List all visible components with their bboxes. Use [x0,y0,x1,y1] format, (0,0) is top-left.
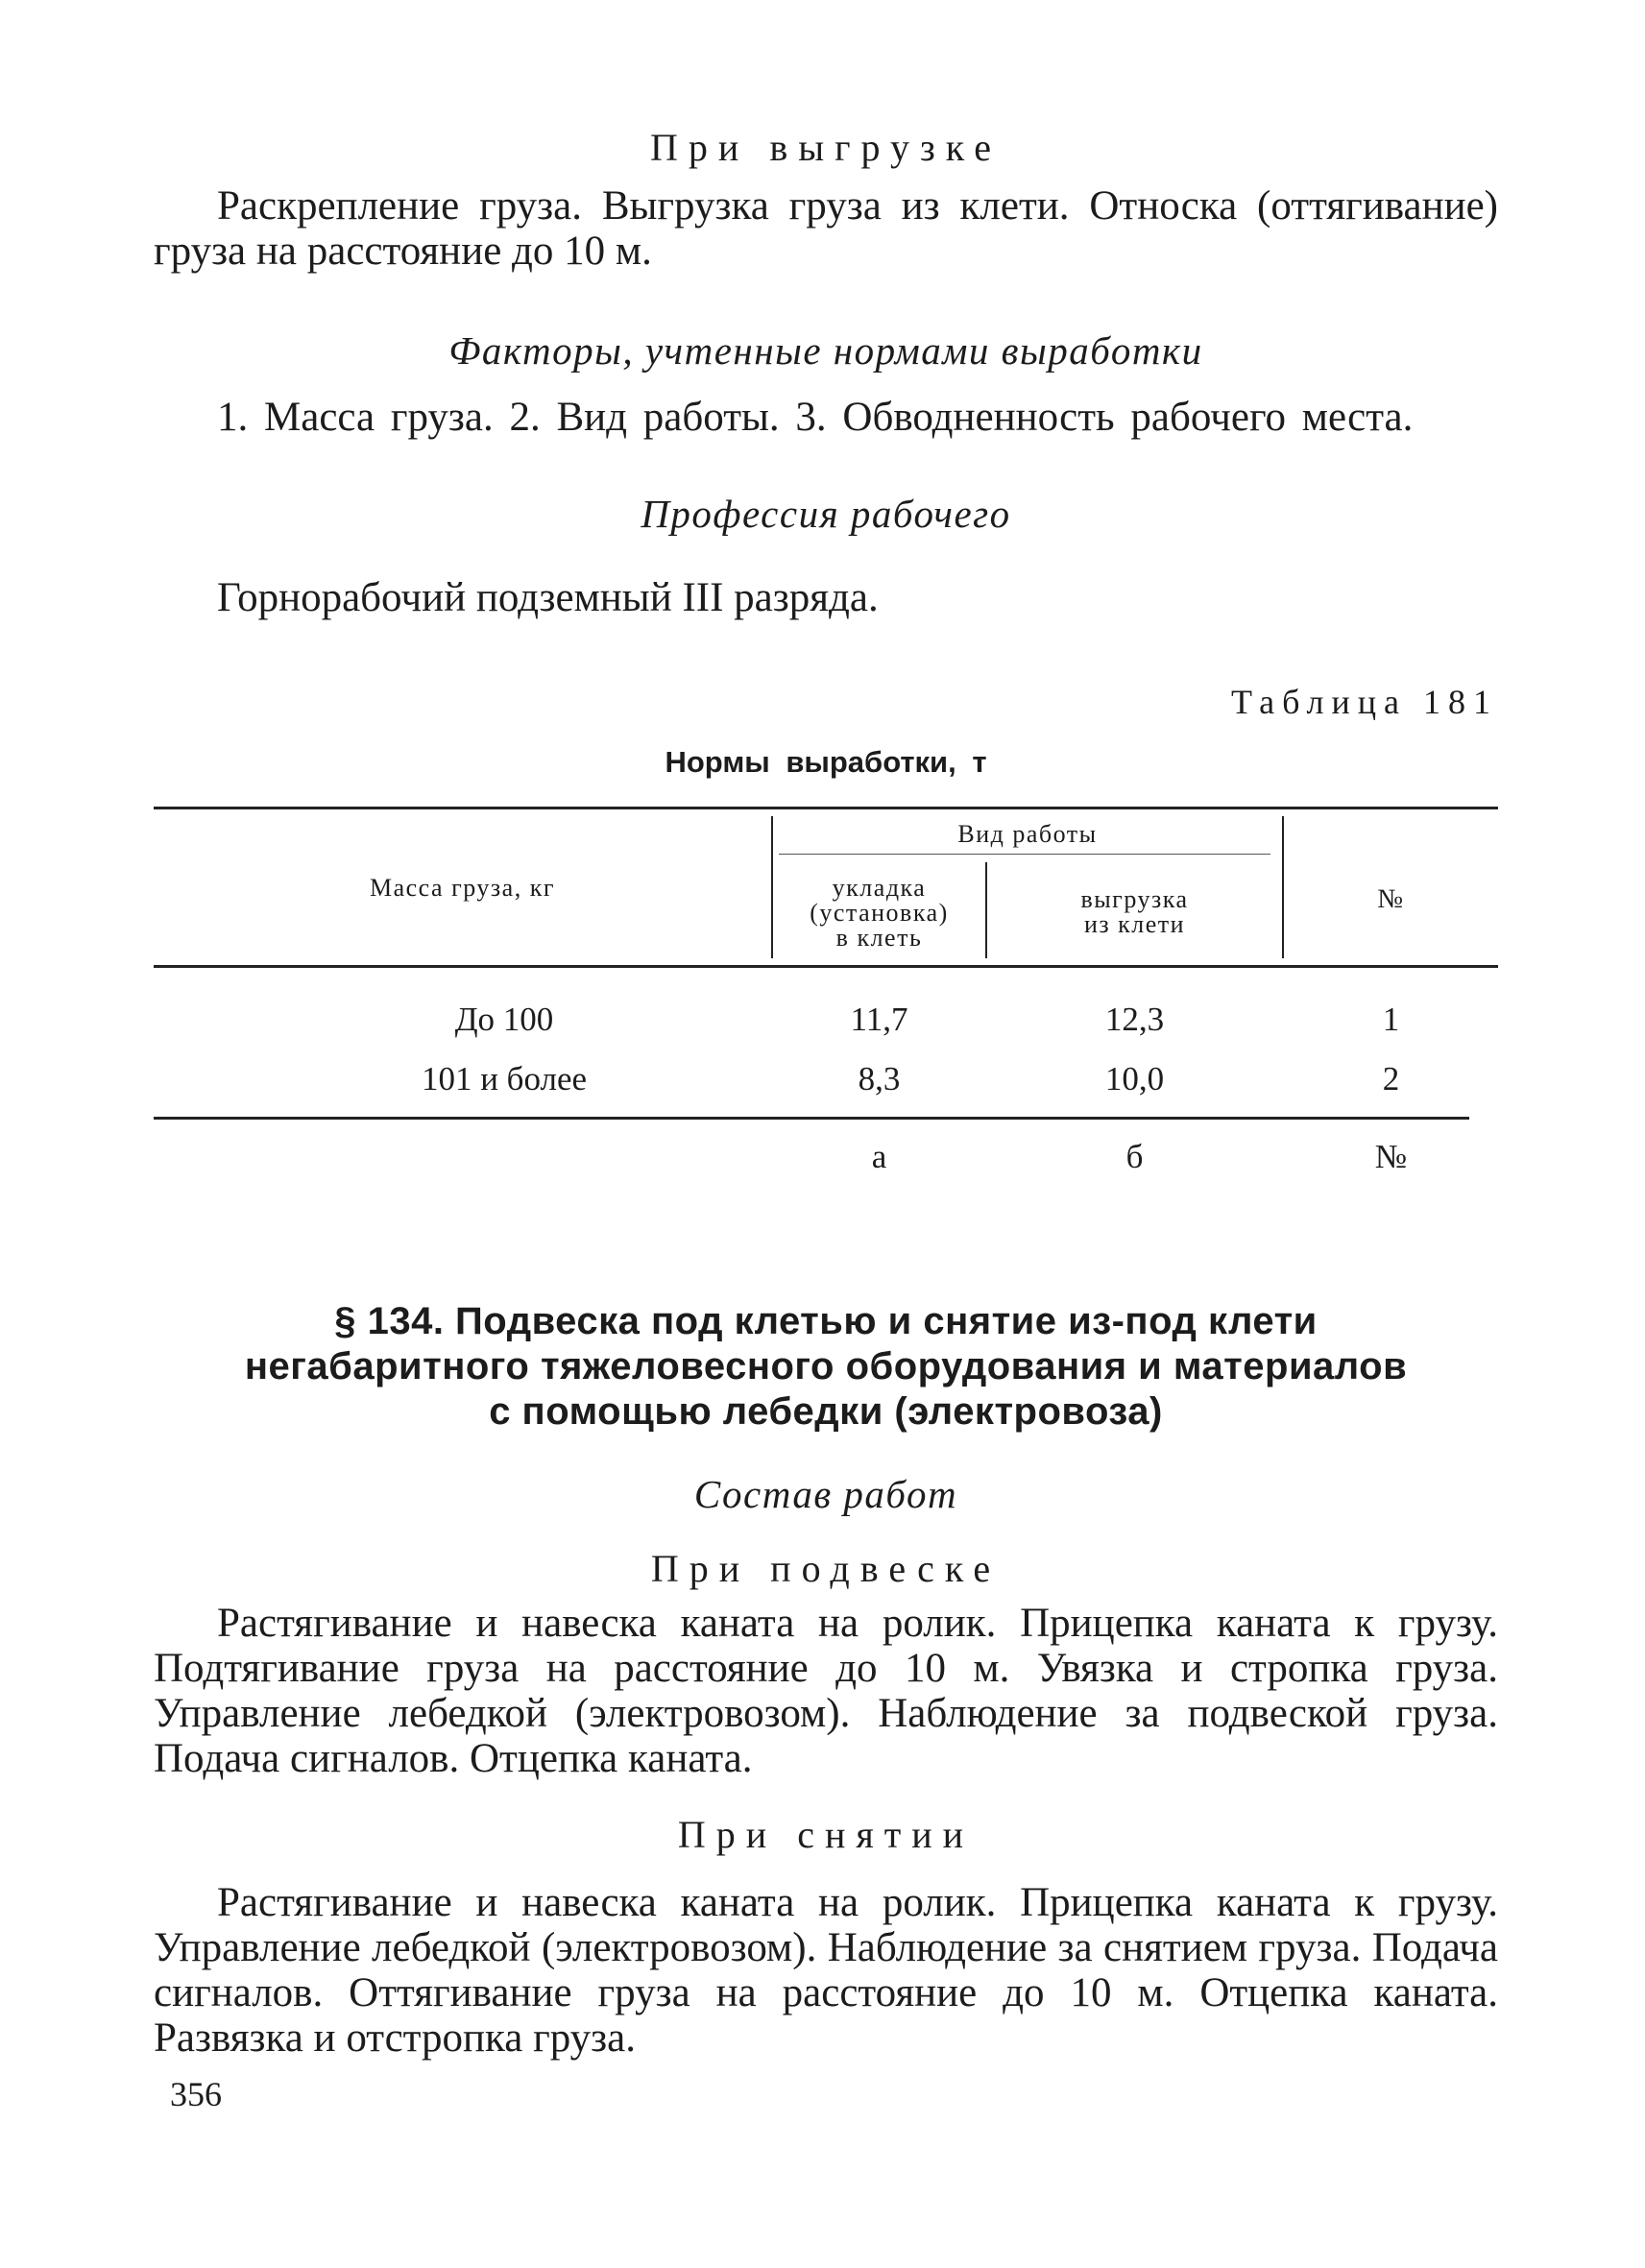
footer-loading: а [871,1138,887,1175]
row2-mass: 101 и более [421,1060,588,1098]
page-number: 356 [170,2075,222,2113]
header-loading-line: в клеть [835,924,923,952]
table-number: Таблица 181 [1231,683,1498,721]
unloading-heading: При выгрузке [650,126,1002,169]
table-header-rule [154,965,1498,968]
header-unloading [987,887,1282,937]
page-content [154,113,1498,2061]
composition-heading: Состав работ [693,1472,958,1516]
hanging-heading: При подвеске [650,1547,1002,1590]
norms-table [154,807,1498,1186]
removal-text: Растягивание и навеска каната на ролик. Прицепка каната к грузу. Управление лебедкой (электровозом). Наблюдение за снятием груза. Подача сигналов. Оттягивание груза на расстояние до 10 м. Отцепка каната. Развязка и отстропка груза. [154,1880,1498,2061]
table-bottom-rule [154,1117,1469,1120]
header-loading [773,876,985,951]
header-loading-line: укладка [832,874,927,902]
header-mass: Масса груза, кг [369,874,556,902]
row2-unloading: 10,0 [1104,1060,1165,1098]
removal-heading: При снятии [677,1813,975,1856]
unloading-text: Раскрепление груза. Выгрузка груза из клети. Относка (оттягивание) груза на расстояние до 10 м. [154,183,1498,274]
factors-heading: Факторы, учтенные нормами выработки [448,328,1203,373]
table-subheader-rule [779,854,1270,855]
section-heading-line: с помощью лебедки (электровоза) [489,1390,1163,1433]
header-unloading-line: из клети [1083,910,1186,938]
table-top-rule [154,807,1498,809]
row1-unloading: 12,3 [1104,1001,1165,1038]
factors-text: 1. Масса груза. 2. Вид работы. 3. Обводненность рабочего места. [217,395,1414,440]
header-loading-line: (установка) [810,899,949,927]
header-unloading-line: выгрузка [1080,885,1189,913]
profession-text: Горнорабочий подземный III разряда. [217,575,879,620]
row2-loading: 8,3 [858,1060,901,1098]
header-no: № [1377,884,1405,914]
hanging-text: Растягивание и навеска каната на ролик. Прицепка каната к грузу. Подтягивание груза на расстояние до 10 м. Увязка и стропка груза. Управление лебедкой (электровозом). Наблюдение за подвеской груза. Подача сигналов. Отцепка каната. [154,1601,1498,1781]
row1-loading: 11,7 [850,1001,908,1038]
profession-heading: Профессия рабочего [641,492,1011,536]
row2-no: 2 [1382,1060,1400,1098]
section-heading-line: негабаритного тяжеловесного оборудования и материалов [244,1345,1408,1387]
row1-mass: До 100 [454,1001,554,1038]
section-heading-line: § 134. Подвеска под клетью и снятие из-под клети [334,1300,1318,1342]
row1-no: 1 [1382,1001,1400,1038]
section-heading [154,1299,1498,1435]
footer-unloading: б [1125,1138,1144,1175]
footer-no: № [1374,1138,1408,1175]
table-title: Нормы выработки, т [665,745,987,779]
header-work-type: Вид работы [957,820,1098,848]
